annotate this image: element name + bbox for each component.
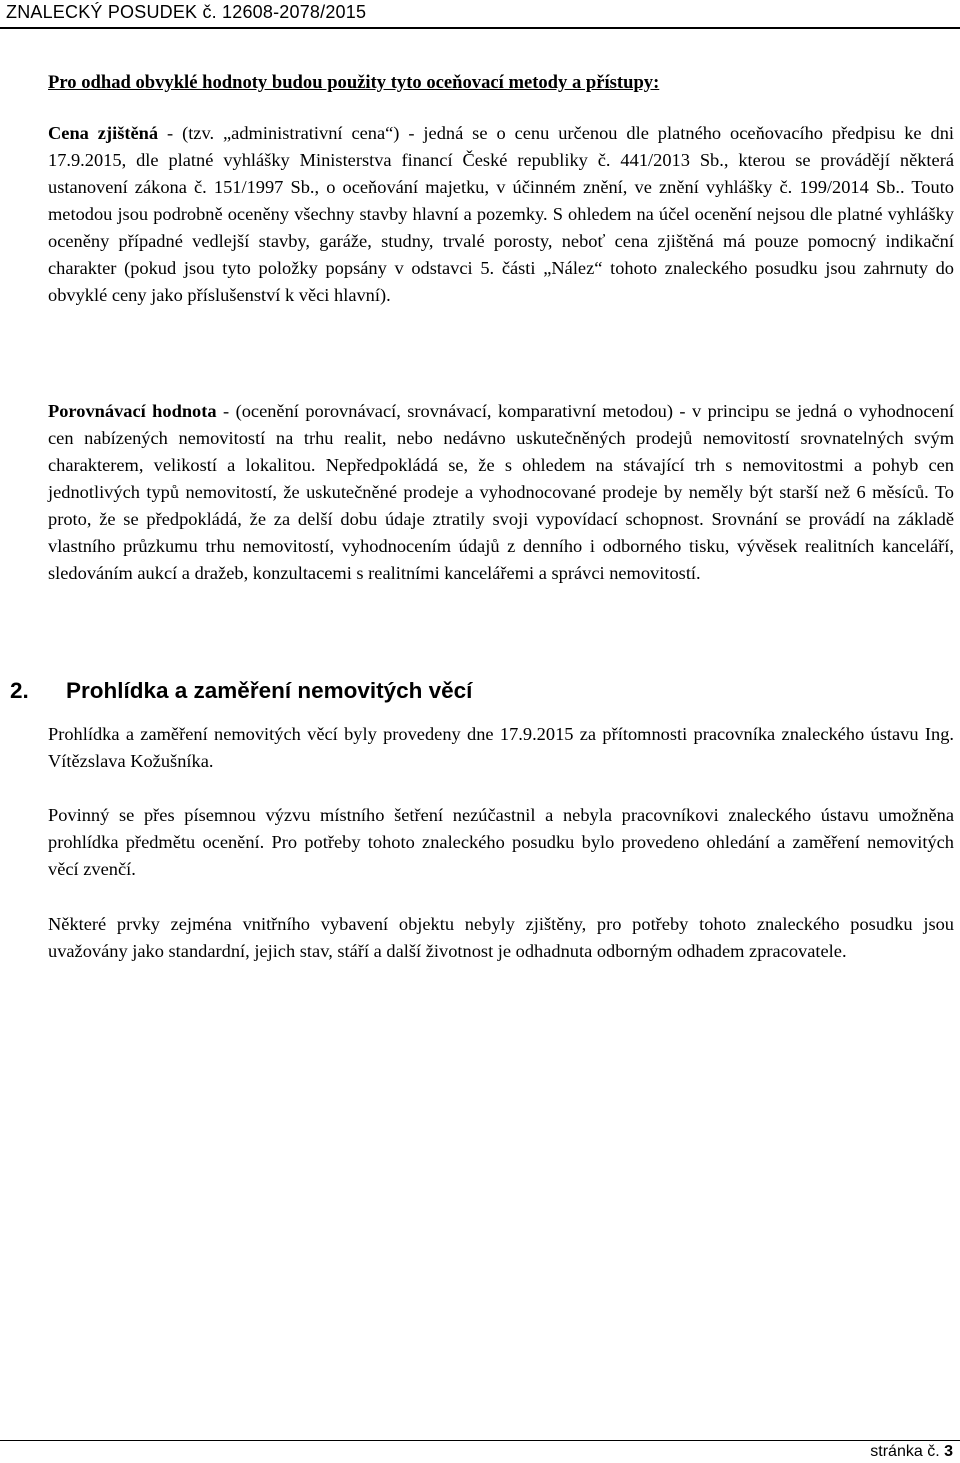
section-heading — [10, 678, 950, 704]
porovnavaci-paragraph — [48, 398, 954, 587]
section-title: Prohlídka a zaměření nemovitých věcí — [66, 678, 473, 703]
page-label: stránka č. — [870, 1443, 940, 1460]
inspection-paragraph-block — [48, 721, 954, 775]
inspection-paragraph: Prohlídka a zaměření nemovitých věcí byly provedeny dne 17.9.2015 za přítomnosti pracovníka znaleckého ústavu Ing. Vítězslava Kožušníka. — [48, 724, 954, 771]
page-header — [0, 0, 960, 26]
cena-zjistena-label: Cena zjištěná — [48, 123, 159, 143]
methods-heading: Pro odhad obvyklé hodnoty budou použity tyto oceňovací metody a přístupy: — [48, 72, 660, 93]
page-footer — [870, 1443, 953, 1461]
section-number: 2. — [10, 678, 29, 703]
owner-absence-paragraph: Povinný se přes písemnou výzvu místního šetření nezúčastnil a nebyla pracovníkovi znaleckého ústavu umožněna prohlídka předmětu ocenění. Pro potřeby tohoto znaleckého posudku bylo provedeno ohledání a zaměření nemovitých věcí zvenčí. — [48, 805, 954, 879]
porovnavaci-text: - (ocenění porovnávací, srovnávací, komparativní metodou) - v principu se jedná o vyhodnocení cen nabízených nemovitostí na trhu realit, nebo nedávno uskutečněných prodejů nemovitostí srovnatelných svým charakterem, velikostí a lokalitou. Nepředpokládá se, že s ohledem na stávající trh s nemovitostmi a pohyb cen jednotlivých typů nemovitostí, že uskutečněné prodeje a vyhodnocované prodeje by neměly být starší než 6 měsíců. To proto, že se předpokládá, že za delší dobu údaje ztratily svoji vypovídací schopnost. Srovnání se provádí na základě vlastního průzkumu trhu nemovitostí, vyhodnocením údajů z denního i odborného tisku, vývěsek realitních kanceláří, sledováním aukcí a dražeb, konzultacemi s realitními kancelářemi a správci nemovitostí. — [48, 401, 954, 583]
cena-zjistena-text: - (tzv. „administrativní cena“) - jedná se o cenu určenou dle platného oceňovacího předpisu ke dni 17.9.2015, dle platné vyhlášky Ministerstva financí České republiky č. 441/2013 Sb., kterou se provádějí některá ustanovení zákona č. 151/1997 Sb., o oceňování majetku, v účinném znění, ve znění vyhlášky č. 199/2014 Sb.. Touto metodou jsou podrobně oceněny všechny stavby hlavní a pozemky. S ohledem na účel ocenění nejsou dle platné vyhlášky oceněny případné vedlejší stavby, garáže, studny, trvalé porosty, neboť cena zjištěná má pouze pomocný indikační charakter (pokud jsou tyto položky popsány v odstavci 5. části „Nález“ tohoto znaleckého posudku jsou zahrnuty do obvyklé ceny jako příslušenství k věci hlavní). — [48, 123, 954, 305]
porovnavaci-block — [48, 398, 954, 587]
document-title: ZNALECKÝ POSUDEK č. 12608-2078/2015 — [6, 2, 367, 22]
page-number: 3 — [944, 1443, 953, 1460]
cena-zjistena-block — [48, 120, 954, 309]
header-divider — [0, 27, 960, 29]
equipment-note-paragraph: Některé prvky zejména vnitřního vybavení objektu nebyly zjištěny, pro potřeby tohoto znaleckého posudku jsou uvažovány jako standardní, jejich stav, stáří a další životnost je odhadnuta odborným odhadem zpracovatele. — [48, 914, 954, 961]
equipment-note-block — [48, 911, 954, 965]
porovnavaci-label: Porovnávací hodnota — [48, 401, 217, 421]
owner-absence-block — [48, 802, 954, 883]
cena-zjistena-paragraph — [48, 120, 954, 309]
footer-divider — [0, 1440, 960, 1441]
